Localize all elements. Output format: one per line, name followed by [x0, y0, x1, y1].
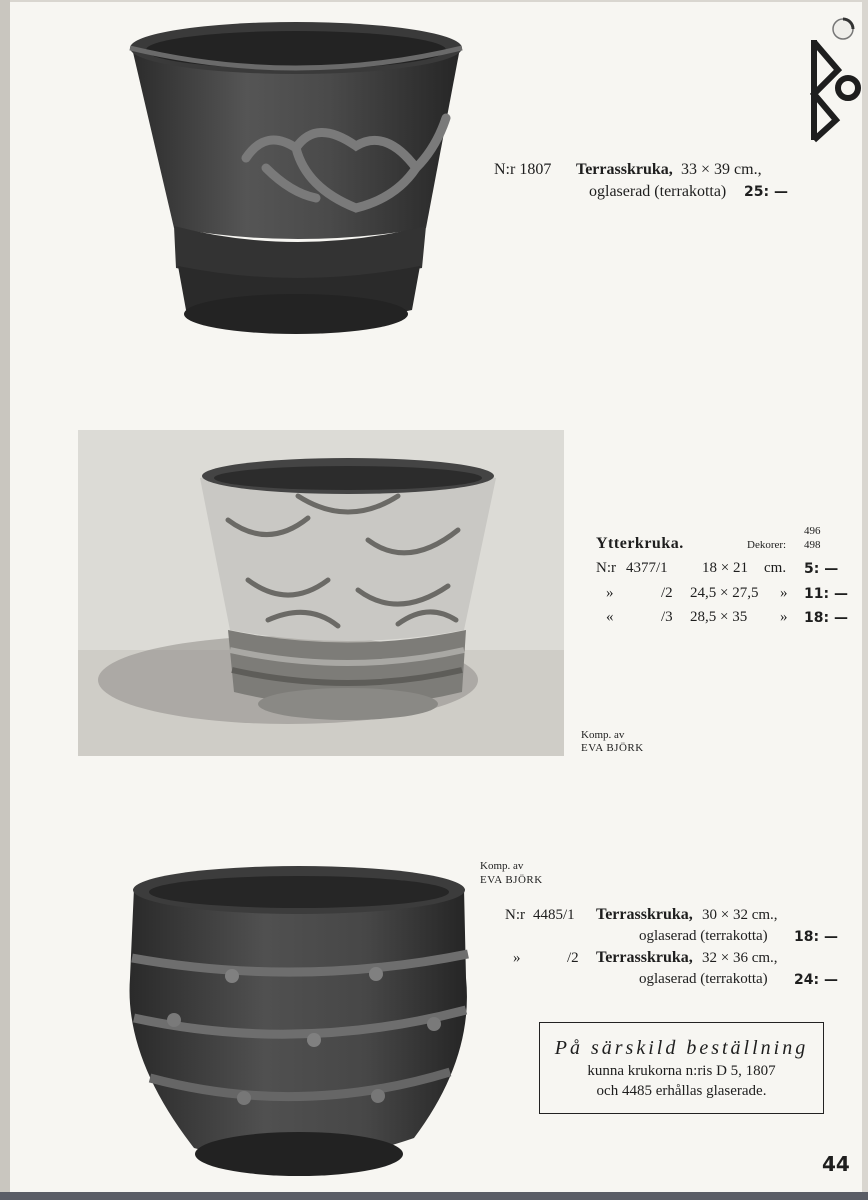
variant-2-price: 11: —: [804, 586, 848, 602]
variant-3-mark: «: [606, 609, 614, 625]
variant-1-mark: N:r: [596, 560, 616, 576]
terracotta-pot-4485-photo: [114, 858, 484, 1188]
special-order-notice: [539, 1022, 824, 1114]
page-bottom-edge: [0, 1192, 868, 1200]
item-4485-1-mark: N:r: [505, 907, 525, 923]
variant-1-size: 18 × 21: [702, 560, 748, 576]
binder-hole: [828, 14, 858, 44]
variant-3-size: 28,5 × 35: [690, 609, 748, 625]
item-1807-size: 33 × 39 cm.,: [681, 161, 762, 178]
variant-2-number: /2: [661, 585, 673, 601]
variant-1-price: 5: —: [804, 561, 839, 577]
designer-credit-name-2: EVA BJÖRK: [480, 874, 543, 886]
item-4485-1-price: 18: —: [794, 929, 838, 945]
item-1807-number: N:r 1807: [494, 161, 552, 178]
item-4485-2-name: Terrasskruka,: [596, 949, 693, 966]
ytterkruka-title: Ytterkruka.: [596, 535, 684, 552]
variant-3-number: /3: [661, 609, 673, 625]
variant-2-mark: »: [606, 585, 614, 601]
notice-line-2: och 4485 erhållas glaserade.: [596, 1083, 767, 1099]
item-4485-1-size: 30 × 32 cm.,: [702, 907, 778, 923]
item-4485-2-number: /2: [567, 950, 579, 966]
designer-credit-prefix-2: Komp. av: [480, 860, 524, 872]
binding-spine: [0, 0, 10, 1200]
item-4485-1-number: 4485/1: [533, 907, 575, 923]
variant-2-size: 24,5 × 27,5: [690, 585, 759, 601]
variant-2-unit: »: [780, 585, 788, 601]
notice-line-1: kunna krukorna n:ris D 5, 1807: [587, 1063, 776, 1079]
item-4485-2-size: 32 × 36 cm.,: [702, 950, 778, 966]
variant-1-unit: cm.: [764, 560, 787, 576]
decor-code-2: 498: [804, 539, 821, 551]
item-4485-2-finish: oglaserad (terrakotta): [639, 971, 768, 987]
variant-3-unit: »: [780, 609, 788, 625]
page-number: 44: [822, 1152, 850, 1176]
designer-credit-prefix: Komp. av: [581, 729, 625, 741]
notice-headline: På särskild beställning: [554, 1037, 809, 1059]
item-1807-finish: oglaserad (terrakotta): [589, 183, 727, 200]
item-4485-1-finish: oglaserad (terrakotta): [639, 928, 768, 944]
decor-label: Dekorer:: [747, 539, 787, 551]
item-1807-name: Terrasskruka,: [576, 161, 673, 178]
variant-1-number: 4377/1: [626, 560, 668, 576]
item-4485-1-name: Terrasskruka,: [596, 906, 693, 923]
item-4485-2-price: 24: —: [794, 972, 838, 988]
variant-3-price: 18: —: [804, 610, 848, 626]
decor-code-1: 496: [804, 525, 821, 537]
bo-logo: [806, 36, 862, 146]
ytterkruka-4377-photo: [78, 430, 564, 756]
designer-credit-name: EVA BJÖRK: [581, 742, 644, 754]
catalog-page: [10, 2, 862, 1192]
item-1807-price: 25: —: [744, 184, 788, 200]
item-4485-2-mark: »: [513, 950, 521, 966]
terracotta-pot-1807-photo: [116, 18, 476, 348]
